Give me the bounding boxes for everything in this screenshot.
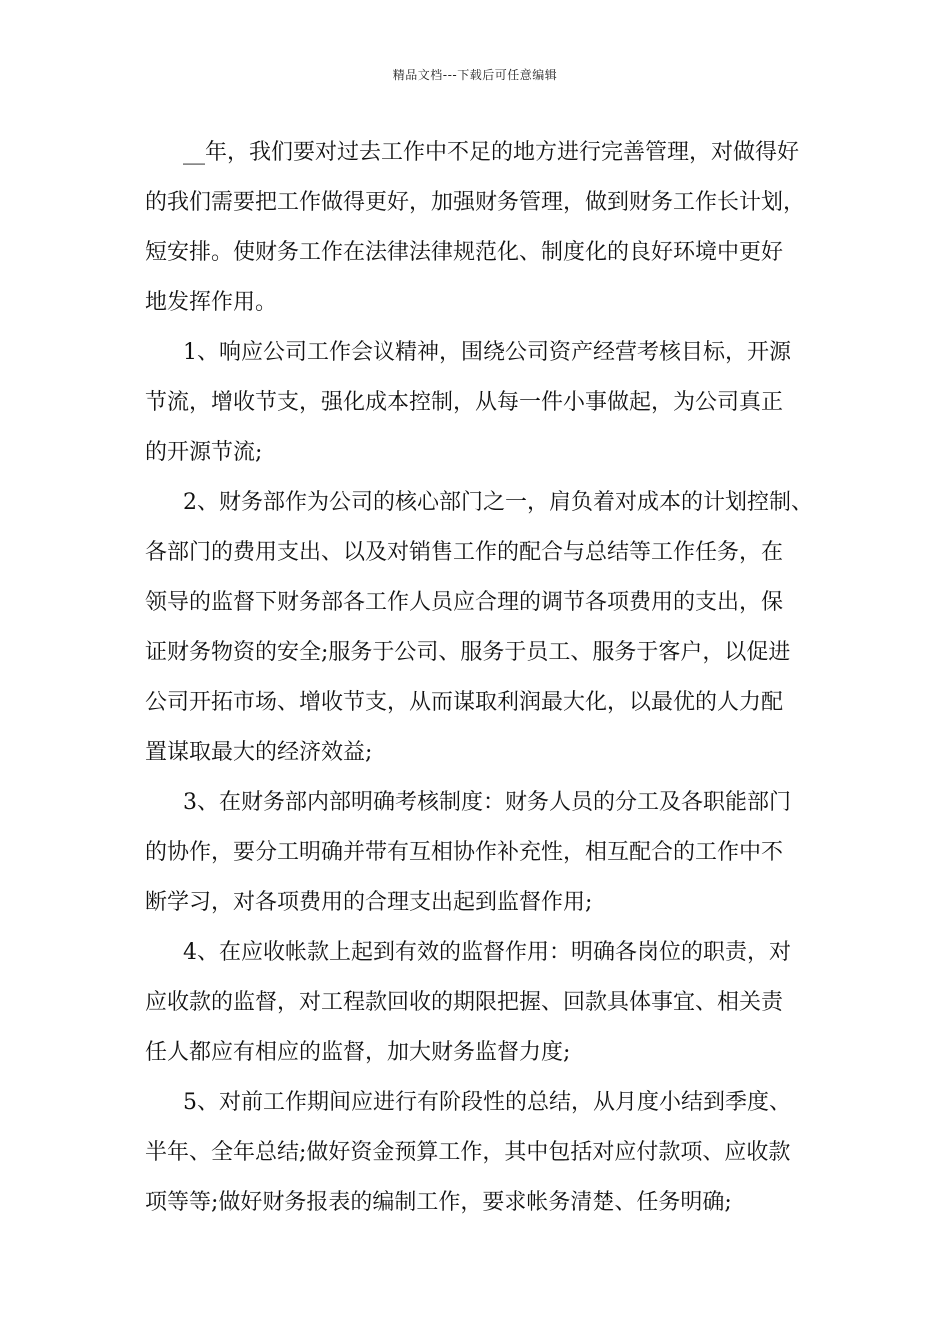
text-line: 项等等;做好财务报表的编制工作，要求帐务清楚、任务明确; [145,1190,732,1215]
text-line: 应收款的监督，对工程款回收的期限把握、回款具体事宜、相关责 [145,990,784,1015]
document-body [145,128,813,1228]
text-line: 短安排。使财务工作在法律法律规范化、制度化的良好环境中更好 [145,240,784,265]
text-line: 证财务物资的安全;服务于公司、服务于员工、服务于客户，以促进 [145,640,791,665]
paragraph-item-5 [145,1078,805,1228]
text-line: 节流，增收节支，强化成本控制，从每一件小事做起，为公司真正 [145,390,784,415]
text-line: 的协作，要分工明确并带有互相协作补充性，相互配合的工作中不 [145,840,784,865]
paragraph-item-3 [145,778,805,928]
text-line: 公司开拓市场、增收节支，从而谋取利润最大化，以最优的人力配 [145,690,784,715]
text-line: 任人都应有相应的监督，加大财务监督力度; [145,1040,571,1065]
paragraph-item-1 [145,328,805,478]
text-line: 2、财务部作为公司的核心部门之一，肩负着对成本的计划控制、 [183,490,813,515]
text-line: 领导的监督下财务部各工作人员应合理的调节各项费用的支出，保 [145,590,784,615]
text-line: 3、在财务部内部明确考核制度：财务人员的分工及各职能部门 [183,790,791,815]
text-line: 1、响应公司工作会议精神，围绕公司资产经营考核目标，开源 [183,340,791,365]
text-line: 4、在应收帐款上起到有效的监督作用：明确各岗位的职责，对 [183,940,791,965]
text-line: 的开源节流; [145,440,263,465]
text-line: 半年、全年总结;做好资金预算工作，其中包括对应付款项、应收款 [145,1140,791,1165]
text-line: __年，我们要对过去工作中不足的地方进行完善管理，对做得好 [183,140,800,165]
text-line: 置谋取最大的经济效益; [145,740,373,765]
text-line: 地发挥作用。 [145,290,278,315]
paragraph-intro [145,128,805,328]
text-line: 断学习，对各项费用的合理支出起到监督作用; [145,890,593,915]
text-line: 各部门的费用支出、以及对销售工作的配合与总结等工作任务，在 [145,540,784,565]
page-header: 精品文档---下载后可任意编辑 [392,68,558,82]
text-line: 的我们需要把工作做得更好，加强财务管理，做到财务工作长计划， [145,190,806,215]
paragraph-item-4 [145,928,805,1078]
paragraph-item-2 [145,478,813,778]
text-line: 5、对前工作期间应进行有阶段性的总结，从月度小结到季度、 [183,1090,791,1115]
